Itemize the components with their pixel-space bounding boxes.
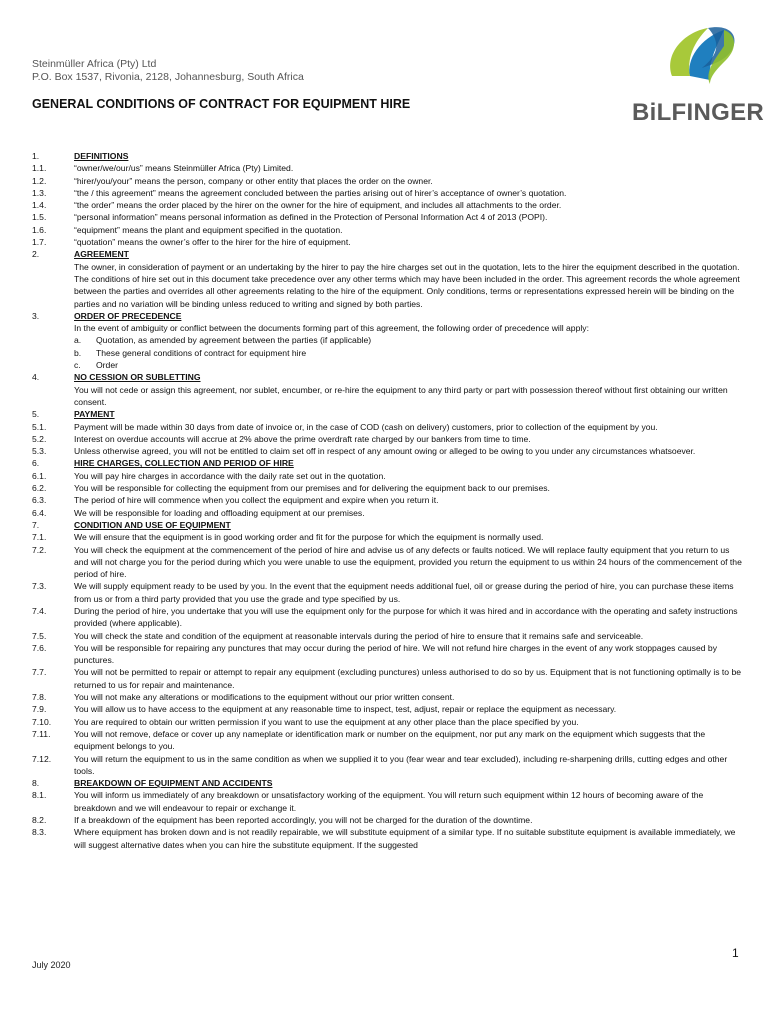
clause-item [32,482,744,494]
clause-item [32,544,744,581]
clause-number: 7.8. [32,692,47,703]
clause-text: In the event of ambiguity or conflict between the documents forming part of this agreement, the following order of precedence will apply: [74,323,589,334]
clause-heading [32,310,744,322]
clause-item [32,531,744,543]
clause-heading [32,150,744,162]
sub-item-text: Quotation, as amended by agreement between the parties (if applicable) [96,335,372,346]
clauses-list [32,150,744,851]
clause-item [32,716,744,728]
clause-number: 2. [32,249,40,260]
clause-text: DEFINITIONS [74,151,129,161]
clause-text: NO CESSION OR SUBLETTING [74,372,201,383]
clause-item [32,175,744,187]
clause-number: 8.1. [32,790,47,801]
sub-list-item [32,347,744,359]
clause-text: You will return the equipment to us in the same condition as when we supplied it to you (fear wear and tear excluded), including re-sharpening drills, cutting edges and other tools. [74,753,728,776]
clause-text: PAYMENT [74,409,115,420]
clause-number: 1.1. [32,163,47,174]
clause-number: 6.4. [32,507,47,518]
clause-item [32,666,744,691]
clause-text: Payment will be made within 30 days from date of invoice or, in the case of COD (cash on delivery) customers, prior to collection of the equipment by you. [74,421,658,432]
sub-item-letter: b. [74,347,82,358]
clause-item [32,605,744,630]
clause-heading [32,371,744,383]
clause-heading [32,408,744,420]
clause-number: 7.11. [32,728,51,739]
clause-text: CONDITION AND USE OF EQUIPMENT [74,519,231,530]
clause-number: 1.5. [32,212,47,223]
clause-number: 8.2. [32,815,47,826]
clause-number: 3. [32,310,40,321]
sub-item-letter: c. [74,360,81,371]
document-title: GENERAL CONDITIONS OF CONTRACT FOR EQUIPMENT HIRE [32,97,411,111]
clause-item [32,507,744,519]
clause-number: 1.7. [32,237,47,248]
clause-number: 7. [32,519,40,530]
clause-item [32,642,744,667]
clause-item [32,494,744,506]
clause-number: 7.12. [32,753,52,764]
clause-number: 7.10. [32,716,52,727]
clause-item [32,236,744,248]
clause-text: The owner, in consideration of payment or an undertaking by the hirer to pay the hire charges set out in the quotation, lets to the hirer the equipment described in the quotation. The conditions of hire set out in this document take precedence over any other terms which may have been included in the order. This agreement records the whole agreement between the parties and overrides all other agreements relating to the hire of the equipment. Only conditions, terms or representations expressed herein will be binding on the parties and no variation will be binding unless reduced to writing and signed by both parties. [74,261,740,309]
sub-list-item [32,334,744,346]
clause-item [32,630,744,642]
clause-item [32,445,744,457]
clause-text: We will ensure that the equipment is in good working order and fit for the purpose for which the equipment is normally used. [74,532,544,543]
sub-list-item [32,359,744,371]
clause-number [32,384,74,409]
clause-text: AGREEMENT [74,249,129,260]
clause-number: 5. [32,409,40,420]
clause-item [32,703,744,715]
clause-item [32,789,744,814]
page-number: 1 [732,946,739,960]
logo-wordmark: BiLFINGER [632,99,765,126]
clause-text: You will not be permitted to repair or attempt to repair any equipment (excluding punctures) unless authorised to do so by us. Equipment that is not functioning optimally is to be returned to us for repair and maintenance. [74,667,742,690]
clause-number [32,261,74,310]
clause-item [32,826,744,851]
clause-number: 8. [32,778,40,789]
clause-number: 8.3. [32,827,47,838]
clause-text: ORDER OF PRECEDENCE [74,310,182,321]
clause-number: 5.1. [32,421,47,432]
clause-item [32,261,744,310]
clause-text: “the / this agreement” means the agreement concluded between the parties arising out of hirer’s acceptance of owner’s quotation. [74,187,567,198]
clause-item [32,224,744,236]
clause-number: 1.2. [32,175,47,186]
clause-text: “the order” means the order placed by the hirer on the owner for the hire of equipment, and includes all attachments to the order. [74,200,562,211]
clause-number: 1. [32,151,40,161]
clause-number: 5.3. [32,446,47,457]
clause-text: Where equipment has broken down and is not readily repairable, we will substitute equipment of a similar type. If no suitable substitute equipment is available immediately, we will suggest alternative dates when you can hire the substitute equipment. If the suggested [74,827,736,850]
clause-text: You will check the equipment at the commencement of the period of hire and advise us of any defects or faults noticed. We will replace faulty equipment that you return to us and will not charge you for the period during which you were unable to use the equipment, provided you return the equipment to us within 24 hours of the commencement of the period of hire. [74,544,742,580]
clause-text: HIRE CHARGES, COLLECTION AND PERIOD OF HIRE [74,458,294,469]
sub-item-text: These general conditions of contract for equipment hire [96,347,307,358]
company-postal-address: P.O. Box 1537, Rivonia, 2128, Johannesburg, South Africa [32,71,304,83]
clause-item [32,199,744,211]
clause-text: “equipment” means the plant and equipment specified in the quotation. [74,224,343,235]
clause-text: Interest on overdue accounts will accrue at 2% above the prime overdraft rate charged by our bankers from time to time. [74,433,531,444]
clause-text: You will not make any alterations or modifications to the equipment without our prior written consent. [74,692,455,703]
clause-number: 6.2. [32,483,47,494]
clause-item [32,162,744,174]
clause-text: “personal information” means personal information as defined in the Protection of Personal Information Act 4 of 2013 (POPI). [74,212,548,223]
company-address [32,58,304,84]
clause-text: “quotation” means the owner’s offer to the hirer for the hire of equipment. [74,237,351,248]
clause-number: 7.2. [32,544,47,555]
clause-number [32,322,74,334]
clause-number: 7.1. [32,532,47,543]
clause-item [32,691,744,703]
clause-text: “hirer/you/your” means the person, company or other entity that places the order on the owner. [74,175,433,186]
clause-number: 1.6. [32,224,47,235]
clause-heading [32,248,744,260]
clause-item [32,384,744,409]
clause-text: We will supply equipment ready to be used by you. In the event that the equipment needs additional fuel, oil or grease during the period of hire, you can purchase these items from us or from a third party provided that you use the grade and type specified by us. [74,581,734,604]
clause-number: 7.7. [32,667,47,678]
clause-item [32,433,744,445]
clause-text: You will allow us to have access to the equipment at any reasonable time to inspect, test, adjust, repair or replace the equipment as necessary. [74,704,617,715]
clause-text: If a breakdown of the equipment has been reported accordingly, you will not be charged for the duration of the downtime. [74,815,533,826]
clause-number: 7.6. [32,642,47,653]
clause-text: BREAKDOWN OF EQUIPMENT AND ACCIDENTS [74,778,273,789]
footer-date: July 2020 [32,960,71,970]
sub-item-text: Order [96,360,118,371]
clause-text: You will inform us immediately of any breakdown or unsatisfactory working of the equipment. You will return such equipment within 12 hours of becoming aware of the breakdown and we will endeavour to repair or exchange it. [74,790,704,813]
clause-item [32,211,744,223]
clause-text: You will check the state and condition of the equipment at reasonable intervals during the period of hire to ensure that it remains safe and serviceable. [74,630,644,641]
clause-heading [32,777,744,789]
clause-text: We will be responsible for loading and offloading equipment at our premises. [74,507,365,518]
clause-item [32,580,744,605]
clause-text: You will not remove, deface or cover up any nameplate or identification mark or number on the equipment, nor put any mark on the equipment which suggests that the equipment belongs to you. [74,728,706,752]
company-name: Steinmüller Africa (Pty) Ltd [32,58,157,70]
clause-number: 7.9. [32,704,47,715]
clause-item [32,322,744,334]
clause-number: 7.4. [32,605,47,616]
clause-number: 6.1. [32,470,47,481]
clause-item [32,728,744,753]
clause-text: Unless otherwise agreed, you will not be entitled to claim set off in respect of any amount owing or alleged to be owing to you under any circumstances whatsoever. [74,446,696,457]
clause-text: The period of hire will commence when you collect the equipment and expire when you return it. [74,495,439,506]
clause-text: You will not cede or assign this agreement, nor sublet, encumber, or re-hire the equipment to any third party or part with possession thereof without first obtaining our written consent. [74,384,728,407]
clause-heading [32,457,744,469]
clause-number: 4. [32,372,40,383]
clause-number: 5.2. [32,433,47,444]
sub-item-letter: a. [74,335,82,346]
clause-text: You will be responsible for collecting the equipment from our premises and for delivering the equipment back to our premises. [74,483,550,494]
clause-number: 6.3. [32,495,47,506]
clause-item [32,470,744,482]
clause-text: You will be responsible for repairing any punctures that may occur during the period of hire. We will not refund hire charges in the event of any work stoppages caused by punctures. [74,642,717,666]
clause-item [32,753,744,778]
clause-item [32,814,744,826]
clause-heading [32,519,744,531]
clause-number: 1.4. [32,200,47,211]
clause-text: During the period of hire, you undertake that you will use the equipment only for the purpose for which it was hired and in accordance with the operating and safety instructions provided (where applicable). [74,605,738,629]
clause-text: You will pay hire charges in accordance with the daily rate set out in the quotation. [74,470,386,481]
clause-item [32,421,744,433]
clause-text: You are required to obtain our written permission if you want to use the equipment at any other place than the place specified by you. [74,716,579,727]
clause-number: 7.5. [32,630,47,641]
clause-number: 1.3. [32,187,47,198]
clause-item [32,187,744,199]
clause-number: 7.3. [32,581,47,592]
clause-text: “owner/we/our/us” means Steinmüller Africa (Pty) Limited. [74,163,294,174]
clause-number: 6. [32,458,40,469]
